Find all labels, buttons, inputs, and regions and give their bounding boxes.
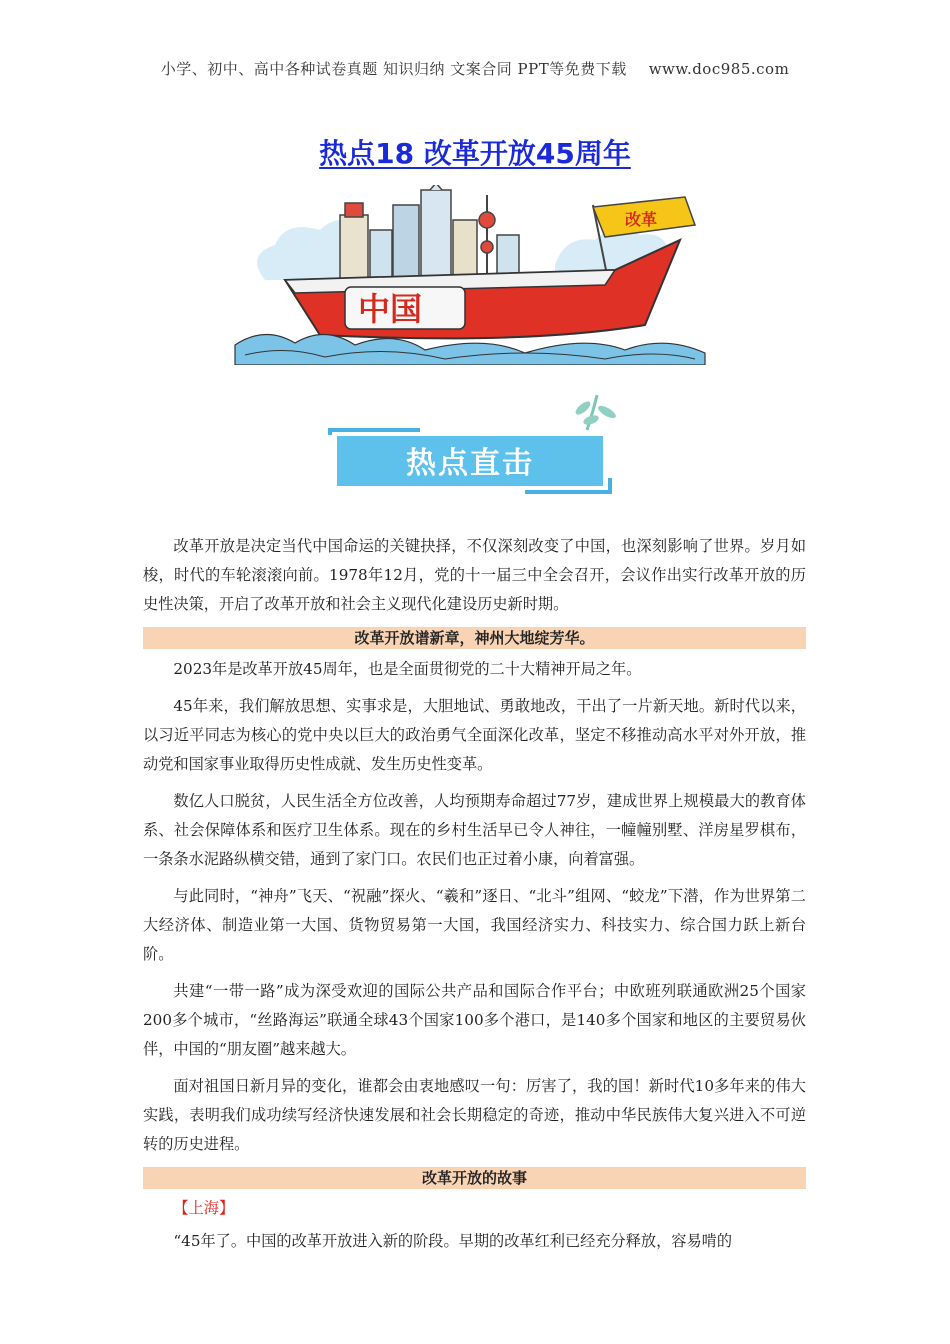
page-header — [0, 58, 950, 79]
paragraph: 2023年是改革开放45周年，也是全面贯彻党的二十大精神开局之年。 — [173, 660, 642, 678]
paragraph: 数亿人口脱贫，人民生活全方位改善，人均预期寿命超过77岁，建成世界上规模最大的教育体系、社会保障体系和医疗卫生体系。现在的乡村生活早已令人神往，一幢幢别墅、洋房星罗棋布，一条条水泥路纵横交错，通到了家门口。农民们也正过着小康，向着富强。 — [143, 792, 806, 868]
header-text: 小学、初中、高中各种试卷真题 知识归纳 文案合同 PPT等免费下载 — [160, 60, 627, 78]
ship-illustration — [225, 185, 730, 365]
flag-text: 改革 — [625, 210, 658, 229]
intro-paragraph: 改革开放是决定当代中国命运的关键抉择，不仅深刻改变了中国，也深刻影响了世界。岁月如梭，时代的车轮滚滚向前。1978年12月，党的十一届三中全会召开，会议作出实行改革开放的历史性决策，开启了改革开放和社会主义现代化建设历史新时期。 — [143, 537, 806, 613]
hull-text: 中国 — [358, 290, 423, 328]
hotspot-badge — [325, 390, 625, 500]
section-heading-1: 改革开放谱新章，神州大地绽芳华。 — [143, 627, 806, 649]
paragraph: “45年了。中国的改革开放进入新的阶段。早期的改革红利已经充分释放，容易啃的 — [173, 1232, 733, 1250]
paragraph: 45年来，我们解放思想、实事求是，大胆地试、勇敢地改，干出了一片新天地。新时代以来，以习近平同志为核心的党中央以巨大的政治勇气全面深化改革，坚定不移推动高水平对外开放，推动党和国家事业取得历史性成就、发生历史性变革。 — [143, 697, 806, 773]
badge-text: 热点直击 — [406, 446, 534, 481]
page-title: 热点18 改革开放45周年 — [319, 137, 631, 170]
header-site: www.doc985.com — [648, 60, 790, 78]
paragraph: 面对祖国日新月异的变化，谁都会由衷地感叹一句：厉害了，我的国！新时代10多年来的伟大实践，表明我们成功续写经济快速发展和社会长期稳定的奇迹，推动中华民族伟大复兴进入不可逆转的历史进程。 — [143, 1077, 806, 1153]
paragraph: 共建“一带一路”成为深受欢迎的国际公共产品和国际合作平台；中欧班列联通欧洲25个国家200多个城市，“丝路海运”联通全球43个国家100多个港口，是140多个国家和地区的主要贸易伙伴，中国的“朋友圈”越来越大。 — [143, 982, 806, 1058]
paragraph: 与此同时，“神舟”飞天、“祝融”探火、“羲和”逐日、“北斗”组网、“蛟龙”下潜，作为世界第二大经济体、制造业第一大国、货物贸易第一大国，我国经济实力、科技实力、综合国力跃上新台阶。 — [143, 887, 806, 963]
section-heading-2: 改革开放的故事 — [143, 1167, 806, 1189]
article-body — [143, 532, 806, 1264]
location-tag: 【上海】 — [173, 1199, 235, 1217]
